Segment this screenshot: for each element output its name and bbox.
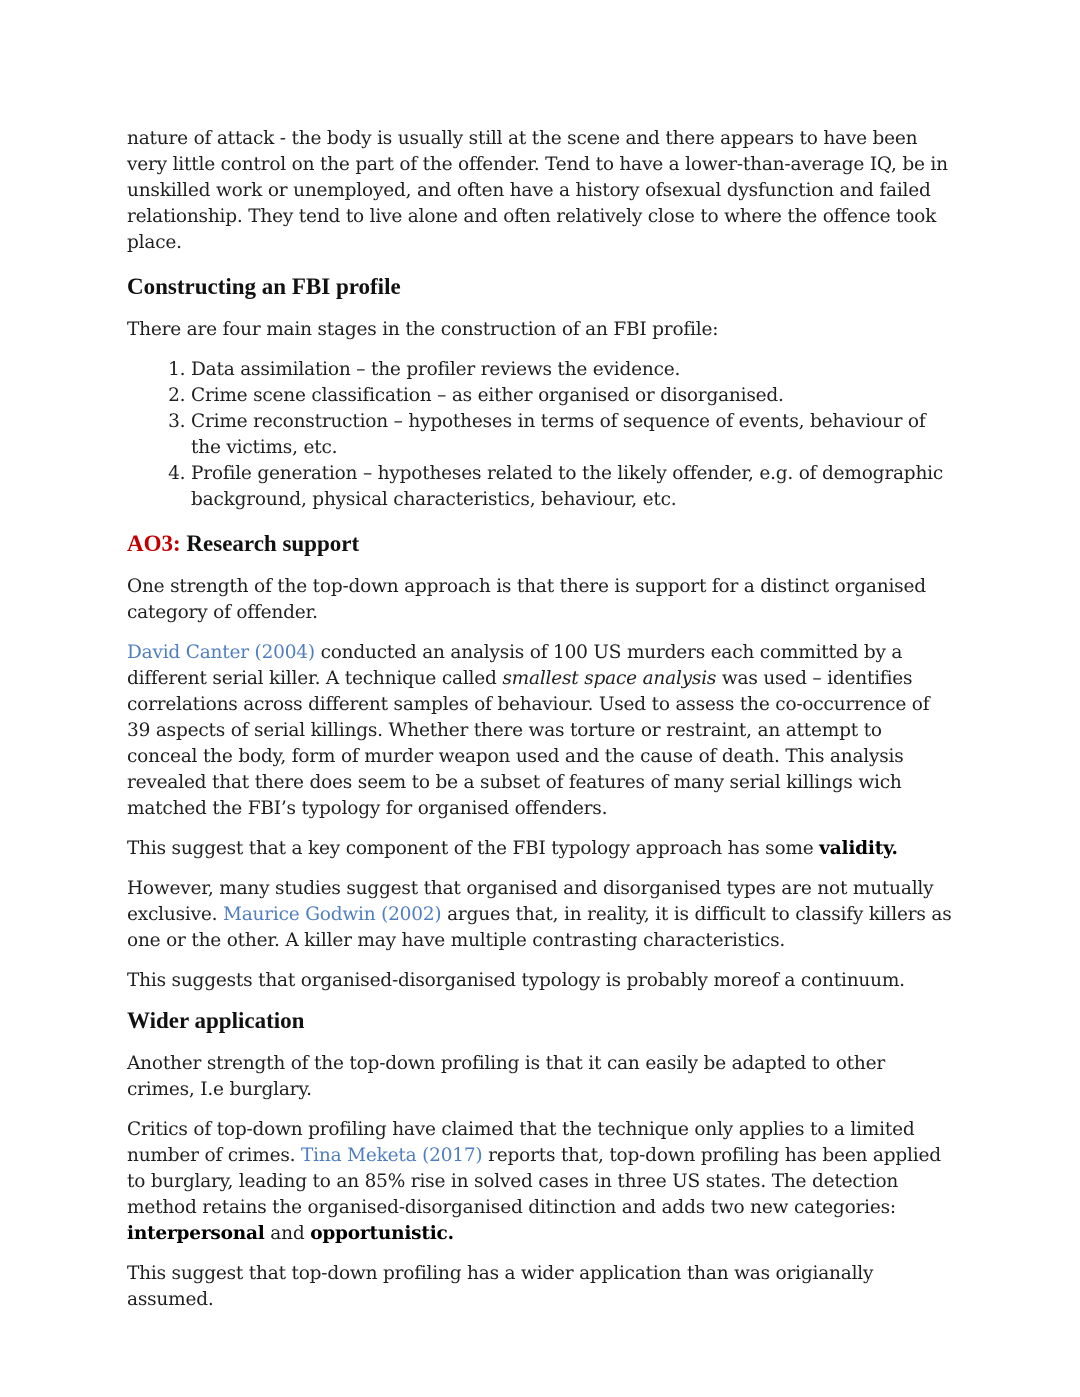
- fbi-profile-heading: Constructing an FBI profile: [127, 274, 401, 299]
- citation-meketa: Tina Meketa (2017): [301, 1145, 483, 1166]
- fbi-stages-lead: There are four main stages in the construction of an FBI profile:: [127, 319, 719, 340]
- list-item: 3. Crime reconstruction – hypotheses in terms of sequence of events, behaviour of the victims, etc.: [191, 409, 957, 461]
- keyword-validity: validity.: [819, 838, 898, 859]
- citation-godwin: Maurice Godwin (2002): [222, 904, 442, 925]
- wider-paragraph-strength: Another strength of the top-down profiling is that it can easily be adapted to other crimes, I.e burglary.: [127, 1053, 886, 1100]
- emphasis-technique: smallest space analysis: [502, 668, 717, 689]
- ao3-heading-text: Research support: [180, 531, 360, 556]
- ao3-paragraph-continuum: This suggests that organised-disorganised typology is probably moreof a continuum.: [127, 970, 905, 991]
- list-item: 4. Profile generation – hypotheses related to the likely offender, e.g. of demographic background, physical characteristics, behaviour, etc.: [191, 461, 957, 513]
- intro-paragraph: nature of attack - the body is usually still at the scene and there appears to have been very little control on the part of the offender. Tend to have a lower-than-average IQ, be in unskilled work or unemployed, and often have a history ofsexual dysfunction and failed relationship. They tend to live alone and often relatively close to where the offence took place.: [127, 128, 948, 253]
- document-page: [127, 126, 957, 1313]
- list-item: 1. Data assimilation – the profiler reviews the evidence.: [191, 357, 957, 383]
- ao3-heading: [127, 530, 957, 558]
- ao3-paragraph-canter: David Canter (2004) conducted an analysis of 100 US murders each committed by a different serial killer. A technique called smallest space analysis was used – identifies correlations across different samples of behaviour. Used to assess the co-occurrence of 39 aspects of serial killings. Whether there was torture or restraint, an attempt to conceal the body, form of murder weapon used and the cause of death. This analysis revealed that there does seem to be a subset of features of many serial killings wich matched the FBI’s typology for organised offenders.: [127, 642, 930, 819]
- citation-canter: David Canter (2004): [127, 642, 315, 663]
- ao3-paragraph-strength: One strength of the top-down approach is that there is support for a distinct organised category of offender.: [127, 576, 926, 623]
- keyword-interpersonal: interpersonal: [127, 1223, 265, 1244]
- wider-application-heading: Wider application: [127, 1008, 305, 1033]
- wider-paragraph-meketa: Critics of top-down profiling have claimed that the technique only applies to a limited number of crimes. Tina Meketa (2017) reports that, top-down profiling has been applied to burglary, leading to an 85% rise in solved cases in three US states. The detection method retains the organised-disorganised ditinction and adds two new categories: interpersonal and opportunistic.: [127, 1119, 941, 1244]
- list-item: 2. Crime scene classification – as either organised or disorganised.: [191, 383, 957, 409]
- ao3-paragraph-godwin: However, many studies suggest that organised and disorganised types are not mutually exclusive. Maurice Godwin (2002) argues that, in reality, it is difficult to classify killers as one or the other. A killer may have multiple contrasting characteristics.: [127, 878, 952, 951]
- ao3-paragraph-validity: This suggest that a key component of the FBI typology approach has some validity.: [127, 838, 898, 859]
- wider-paragraph-conclusion: This suggest that top-down profiling has a wider application than was origianally assumed.: [127, 1263, 874, 1310]
- fbi-stages-list: [127, 357, 957, 513]
- keyword-opportunistic: opportunistic.: [310, 1223, 454, 1244]
- ao3-label: AO3:: [127, 531, 181, 556]
